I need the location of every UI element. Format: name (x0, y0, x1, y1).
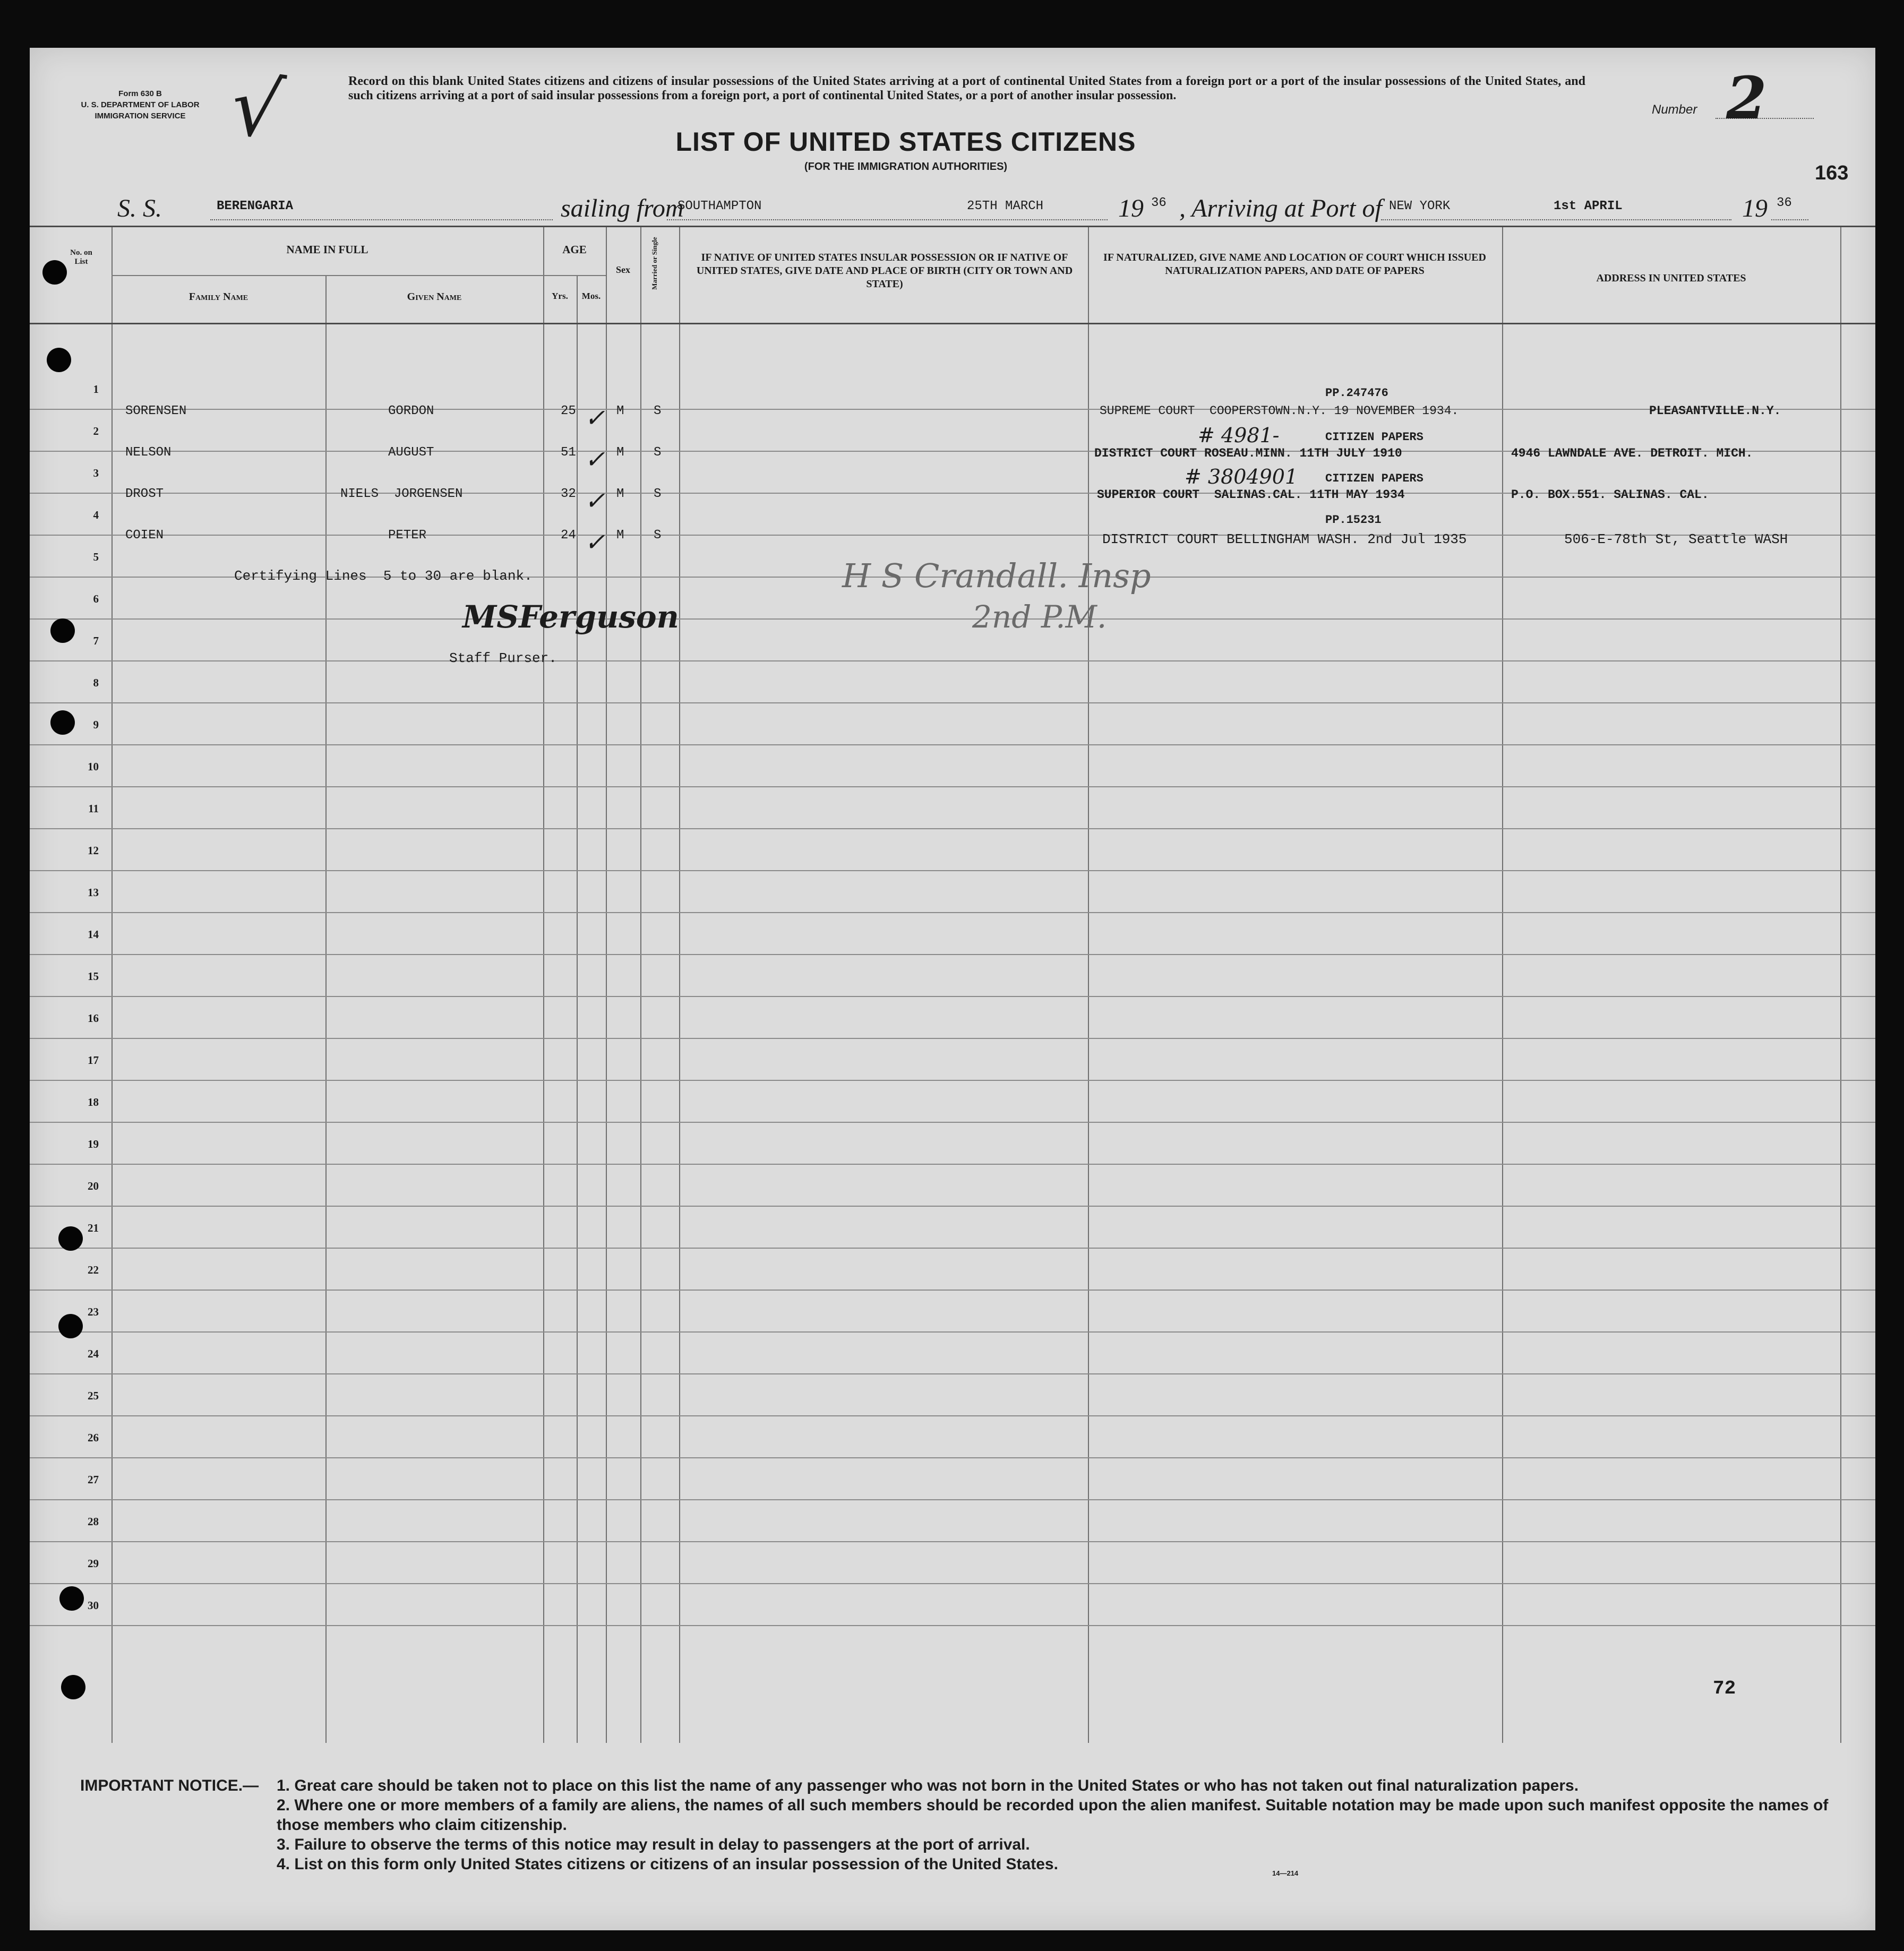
line-number: 5 (93, 551, 99, 563)
line-number: 17 (88, 1054, 99, 1067)
sex: M (616, 487, 624, 501)
nat-papers-no: PP.247476 (1325, 386, 1388, 400)
line-number: 9 (93, 718, 99, 731)
voyage-line (30, 188, 1875, 231)
married-single: S (654, 528, 662, 543)
row-rule (30, 1206, 1875, 1207)
row-rule (30, 1331, 1875, 1333)
bottom-number: 72 (1713, 1678, 1736, 1699)
year-prefix-from: 19 (1118, 194, 1144, 222)
row-rule (30, 1415, 1875, 1416)
notice-item: 2. Where one or more members of a family are aliens, the names of all such members should be recorded upon the alien manifest. Suitable notation may be made upon such manifest opposite the names of those members who claim citizenship. (277, 1797, 1829, 1834)
form-title: LIST OF UNITED STATES CITIZENS (675, 127, 1136, 157)
manifest-table (30, 226, 1875, 1743)
check-mark: √ (225, 59, 289, 158)
line-number: 16 (88, 1012, 99, 1025)
row-rule (30, 912, 1875, 913)
header-no-on-list: No. on List (70, 248, 92, 266)
manifest-page (30, 48, 1875, 1930)
header-address: ADDRESS IN UNITED STATES (1596, 272, 1746, 284)
row-rule (30, 1541, 1875, 1542)
inspector-note: 2nd P.M. (972, 599, 1107, 635)
row-rule (30, 1290, 1875, 1291)
punch-hole (47, 348, 71, 372)
age-years: 51 (561, 445, 576, 460)
header-yrs: Yrs. (552, 291, 568, 301)
row-rule (30, 1499, 1875, 1500)
row-rule (30, 1164, 1875, 1165)
punch-hole (58, 1314, 83, 1338)
row-rule (30, 870, 1875, 871)
year-prefix-to: 19 (1742, 194, 1768, 222)
address: P.O. BOX.551. SALINAS. CAL. (1511, 488, 1709, 502)
family-name: NELSON (125, 445, 171, 460)
number-label: Number (1652, 102, 1697, 117)
age-years: 25 (561, 404, 576, 418)
line-number: 26 (88, 1431, 99, 1444)
instructions: Record on this blank United States citizens and citizens of insular possessions of the United States arriving at a port of continental United States from a foreign port or a port of the insular possessions of the United States, and such citizens arriving at a port of said insular possessions from a foreign port, a port of continental United States, or a port of another insular possession. (348, 74, 1585, 102)
header-age: AGE (562, 243, 587, 256)
line-number: 20 (88, 1180, 99, 1192)
nat-court: DISTRICT COURT BELLINGHAM WASH. 2nd Jul 1935 (1102, 531, 1467, 547)
given-name: AUGUST (388, 445, 434, 460)
row-rule (30, 1248, 1875, 1249)
sailing-label: sailing from (561, 194, 684, 222)
punch-hole (58, 1226, 83, 1251)
line-number: 15 (88, 970, 99, 983)
date-from: 25TH MARCH (967, 199, 1044, 213)
row-rule (30, 1583, 1875, 1584)
sex: M (616, 445, 624, 460)
ship-name: BERENGARIA (217, 199, 294, 213)
notice-item: 4. List on this form only United States citizens or citizens of an insular possession of the United States. (277, 1855, 1058, 1873)
age-years: 24 (561, 528, 576, 543)
arriving-label: , Arriving at Port of (1179, 194, 1382, 222)
line-number: 6 (93, 592, 99, 605)
notice-item: 3. Failure to observe the terms of this notice may result in delay to passengers at the port of arrival. (277, 1836, 1030, 1853)
notice-item: 1. Great care should be taken not to place on this list the name of any passenger who was not born in the United States or who has not taken out final naturalization papers. (277, 1777, 1579, 1794)
header-name-in-full: NAME IN FULL (286, 243, 368, 256)
line-number: 12 (88, 844, 99, 857)
line-number: 18 (88, 1096, 99, 1108)
nat-papers-type: CITIZEN PAPERS (1325, 431, 1423, 444)
married-single: S (654, 404, 662, 418)
nat-court: SUPREME COURT COOPERSTOWN.N.Y. 19 NOVEMBER 1934. (1100, 404, 1459, 418)
form-number: Form 630 B (118, 89, 162, 98)
line-number: 30 (88, 1599, 99, 1612)
row-rule (30, 1457, 1875, 1458)
family-name: DROST (125, 487, 164, 501)
line-number: 19 (88, 1138, 99, 1150)
nat-court: SUPERIOR COURT SALINAS.CAL. 11TH MAY 1934 (1097, 488, 1405, 502)
given-name: NIELS JORGENSEN (340, 487, 463, 501)
nat-papers-no: PP.15231 (1325, 513, 1382, 527)
port-to: NEW YORK (1389, 199, 1451, 213)
line-number: 7 (93, 634, 99, 647)
line-number: 4 (93, 509, 99, 521)
ss-label: S. S. (117, 194, 162, 222)
year-from: 36 (1151, 196, 1167, 210)
row-rule (30, 1122, 1875, 1123)
line-number: 10 (88, 760, 99, 773)
line-number: 13 (88, 886, 99, 899)
given-name: PETER (388, 528, 427, 543)
header-married-single: Married or Single (650, 237, 658, 290)
certify-text: Certifying Lines 5 to 30 are blank. (234, 568, 533, 584)
married-single: S (654, 487, 662, 501)
department: U. S. DEPARTMENT OF LABOR (81, 100, 200, 109)
nat-handwritten-no: # 4981- (1198, 424, 1280, 447)
row-rule (30, 996, 1875, 997)
age-years: 32 (561, 487, 576, 501)
line-number: 29 (88, 1557, 99, 1570)
line-number: 8 (93, 676, 99, 689)
header-naturalized: IF NATURALIZED, GIVE NAME AND LOCATION OF COURT WHICH ISSUED NATURALIZATION PAPERS, AND DATE OF PAPERS (1103, 252, 1486, 277)
sex: M (616, 404, 624, 418)
form-code: 14—214 (1272, 1869, 1299, 1877)
purser-signature: MSFerguson (462, 599, 679, 635)
line-number: 28 (88, 1515, 99, 1528)
row-rule (30, 618, 1875, 620)
service: IMMIGRATION SERVICE (95, 111, 186, 121)
header-given-name: Given Name (407, 291, 462, 303)
row-rule (30, 409, 1875, 410)
header-sex: Sex (616, 264, 630, 275)
nat-papers-type: CITIZEN PAPERS (1325, 472, 1423, 485)
year-to: 36 (1777, 196, 1792, 210)
header-family-name: Family Name (188, 291, 248, 303)
line-number: 25 (88, 1389, 99, 1402)
line-number: 11 (88, 802, 99, 815)
punch-hole (59, 1586, 84, 1611)
header-insular: IF NATIVE OF UNITED STATES INSULAR POSSESSION OR IF NATIVE OF UNITED STATES, GIVE DATE AND PLACE OF BIRTH (CITY OR TOWN AND STATE) (696, 252, 1073, 290)
row-rule (30, 1038, 1875, 1039)
sex: M (616, 528, 624, 543)
family-name: SORENSEN (125, 404, 187, 418)
line-number: 3 (93, 467, 99, 479)
row-rule (30, 702, 1875, 703)
family-name: COIEN (125, 528, 164, 543)
tick-marks: ✓ ✓ ✓ ✓ (585, 403, 605, 556)
row-rule (30, 660, 1875, 661)
line-number: 24 (88, 1347, 99, 1360)
number-value: 2 (1726, 64, 1767, 132)
row-rule (30, 1373, 1875, 1374)
address: 506-E-78th St, Seattle WASH (1564, 531, 1788, 547)
given-name: GORDON (388, 404, 434, 418)
punch-hole (61, 1675, 85, 1699)
date-to: 1st APRIL (1554, 199, 1623, 213)
nat-court: DISTRICT COURT ROSEAU.MINN. 11TH JULY 1910 (1094, 446, 1402, 460)
line-number: 21 (88, 1222, 99, 1234)
address: PLEASANTVILLE.N.Y. (1649, 404, 1781, 418)
row-rule (30, 828, 1875, 829)
nat-handwritten-no: # 3804901 (1185, 465, 1298, 488)
port-from: SOUTHAMPTON (677, 199, 762, 213)
line-number: 1 (93, 383, 99, 396)
row-rule (30, 1080, 1875, 1081)
form-id (61, 88, 220, 122)
line-number: 14 (88, 928, 99, 941)
line-number: 27 (88, 1473, 99, 1486)
punch-hole (42, 260, 67, 285)
row-rule (30, 954, 1875, 955)
header-mos: Mos. (581, 291, 601, 301)
married-single: S (654, 445, 662, 460)
punch-hole (50, 618, 75, 643)
notice-label: IMPORTANT NOTICE.— (80, 1777, 259, 1794)
row-rule (30, 744, 1875, 745)
line-number: 23 (88, 1305, 99, 1318)
line-number: 2 (93, 425, 99, 437)
row-rule (30, 1625, 1875, 1626)
form-subtitle: (FOR THE IMMIGRATION AUTHORITIES) (804, 161, 1008, 173)
purser-title: Staff Purser. (449, 650, 557, 666)
address: 4946 LAWNDALE AVE. DETROIT. MICH. (1511, 446, 1753, 460)
page-stamp: 163 (1815, 162, 1849, 184)
punch-hole (50, 710, 75, 735)
row-rule (30, 786, 1875, 787)
inspector-signature: H S Crandall. Insp (842, 556, 1151, 595)
line-number: 22 (88, 1264, 99, 1276)
